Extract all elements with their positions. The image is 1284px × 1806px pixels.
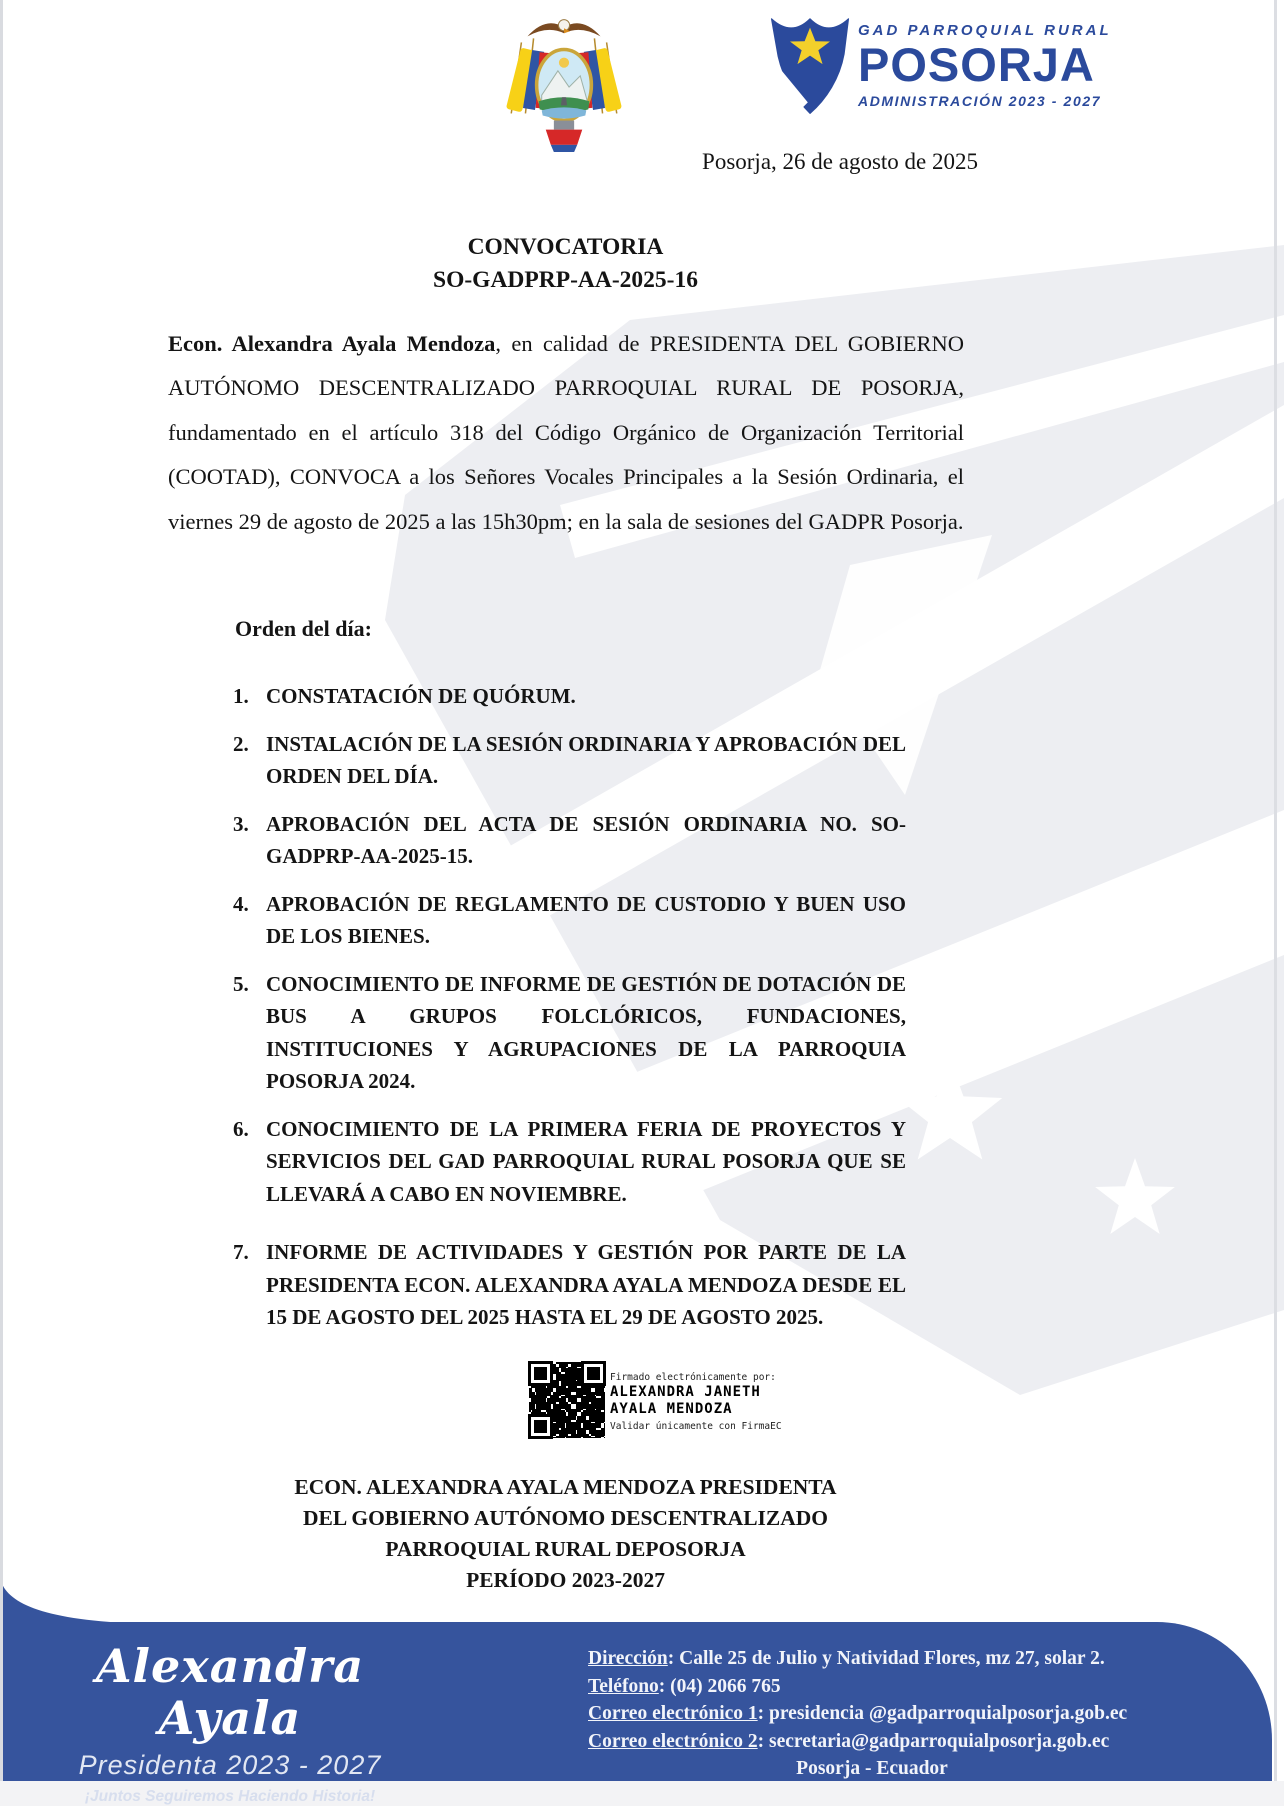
agenda-item-number: 1. (233, 684, 249, 708)
signature-line: ECON. ALEXANDRA AYALA MENDOZA PRESIDENTA (294, 1475, 837, 1499)
agenda-item (233, 808, 909, 873)
agenda-item-number: 2. (233, 731, 249, 756)
brand-administration-text: ADMINISTRACIÓN 2023 - 2027 (858, 93, 1102, 109)
agenda-item (233, 1113, 909, 1211)
footer-signature-name: Alexandra Ayala (95, 1639, 365, 1745)
stamp-name-line1: ALEXANDRA JANETH (610, 1384, 761, 1400)
contact-line-address (588, 1645, 1156, 1673)
agenda-item (233, 1236, 909, 1334)
footer-location: Posorja - Ecuador (796, 1758, 948, 1779)
agenda-item-number: 6. (233, 1116, 249, 1141)
agenda-item-text: CONOCIMIENTO DE LA PRIMERA FERIA DE PROYECTOS Y SERVICIOS DEL GAD PARROQUIAL RURAL POSORJA QUE SE LLEVARÁ A CABO EN NOVIEMBRE. (266, 1116, 906, 1206)
qr-finder-icon (528, 1414, 553, 1439)
intro-paragraph (168, 322, 964, 545)
footer-slogan: ¡Juntos Seguiremos Haciendo Historia! (84, 1788, 376, 1805)
page-edge-right (1274, 0, 1277, 1781)
contact-label: Teléfono (588, 1675, 659, 1697)
document-number: SO-GADPRP-AA-2025-16 (433, 267, 698, 293)
intro-lead: Econ. Alexandra Ayala Mendoza (168, 330, 496, 356)
agenda-item (233, 968, 909, 1098)
agenda-list (233, 680, 909, 1349)
stamp-signed-by: Firmado electrónicamente por: (610, 1372, 776, 1383)
contact-label: Dirección (588, 1648, 668, 1669)
footer-contact-block (588, 1645, 1156, 1783)
date-line: Posorja, 26 de agosto de 2025 (702, 149, 978, 174)
brand-top-text: GAD PARROQUIAL RURAL (858, 22, 1112, 39)
agenda-item (233, 680, 909, 713)
footer-role: Presidenta 2023 - 2027 (78, 1750, 382, 1780)
contact-label: Correo electrónico 1 (588, 1703, 758, 1724)
signature-block (168, 1472, 963, 1596)
document-title-block (168, 231, 963, 297)
contact-value: : presidencia @gadparroquialposorja.gob.ec (757, 1703, 1128, 1724)
signature-line: PERÍODO 2023-2027 (466, 1568, 665, 1592)
contact-line-phone (588, 1673, 1156, 1701)
stamp-name-line2: AYALA MENDOZA (610, 1401, 733, 1417)
agenda-item-number: 4. (233, 891, 249, 916)
qr-code-icon (527, 1360, 607, 1440)
contact-value: : secretaria@gadparroquialposorja.gob.ec (757, 1730, 1110, 1752)
stamp-validate-note: Validar únicamente con FirmaEC (610, 1421, 782, 1432)
agenda-heading: Orden del día: (235, 616, 372, 641)
contact-line-email-2 (588, 1728, 1156, 1756)
footer-signature-area (38, 1640, 422, 1806)
posorja-wordmark (858, 22, 1112, 109)
agenda-item-number: 5. (233, 971, 249, 996)
agenda-item (233, 888, 909, 953)
digital-signature-stamp (610, 1372, 940, 1433)
contact-value: : Calle 25 de Julio y Natividad Flores, mz 27, solar 2. (667, 1648, 1105, 1669)
page-edge-left (0, 0, 3, 1781)
agenda-item-text: CONOCIMIENTO DE INFORME DE GESTIÓN DE DOTACIÓN DE BUS A GRUPOS FOLCLÓRICOS, FUNDACIONES, INSTITUCIONES Y AGRUPACIONES DE LA PARROQUIA POSORJA 2024. (266, 971, 906, 1093)
contact-label: Correo electrónico 2 (588, 1730, 758, 1752)
agenda-item-text: CONSTATACIÓN DE QUÓRUM. (266, 684, 576, 708)
ecuador-coat-of-arms-icon (503, 12, 625, 154)
contact-value: : (04) 2066 765 (658, 1675, 781, 1697)
intro-body: , en calidad de PRESIDENTA DEL GOBIERNO AUTÓNOMO DESCENTRALIZADO PARROQUIAL RURAL DE POSORJA, fundamentado en el artículo 318 del Código Orgánico de Organización Territorial (COOTAD), CONVOCA a los Señores Vocales Principales a la Sesión Ordinaria, el viernes 29 de agosto de 2025 a las 15h30pm; en la sala de sesiones del GADPR Posorja. (168, 330, 964, 534)
signature-line: PARROQUIAL RURAL DEPOSORJA (385, 1537, 746, 1561)
signature-line: DEL GOBIERNO AUTÓNOMO DESCENTRALIZADO (302, 1506, 829, 1530)
agenda-item-number: 3. (233, 811, 249, 836)
posorja-badge-icon (766, 10, 854, 120)
agenda-item-number: 7. (233, 1240, 249, 1264)
qr-finder-icon (528, 1361, 553, 1386)
agenda-item-text: APROBACIÓN DEL ACTA DE SESIÓN ORDINARIA NO. SO-GADPRP-AA-2025-15. (266, 811, 906, 868)
brand-name-text: POSORJA (858, 38, 1095, 91)
agenda-item-text: APROBACIÓN DE REGLAMENTO DE CUSTODIO Y BUEN USO DE LOS BIENES. (266, 891, 906, 948)
agenda-item-text: INSTALACIÓN DE LA SESIÓN ORDINARIA Y APROBACIÓN DEL ORDEN DEL DÍA. (266, 731, 906, 788)
qr-finder-icon (581, 1361, 606, 1386)
agenda-item-text: INFORME DE ACTIVIDADES Y GESTIÓN POR PARTE DE LA PRESIDENTA ECON. ALEXANDRA AYALA MENDOZA DESDE EL 15 DE AGOSTO DEL 2025 HASTA EL 29 DE AGOSTO 2025. (266, 1240, 906, 1329)
document-title: CONVOCATORIA (467, 234, 664, 260)
agenda-item (233, 728, 909, 793)
contact-line-email-1 (588, 1700, 1156, 1728)
